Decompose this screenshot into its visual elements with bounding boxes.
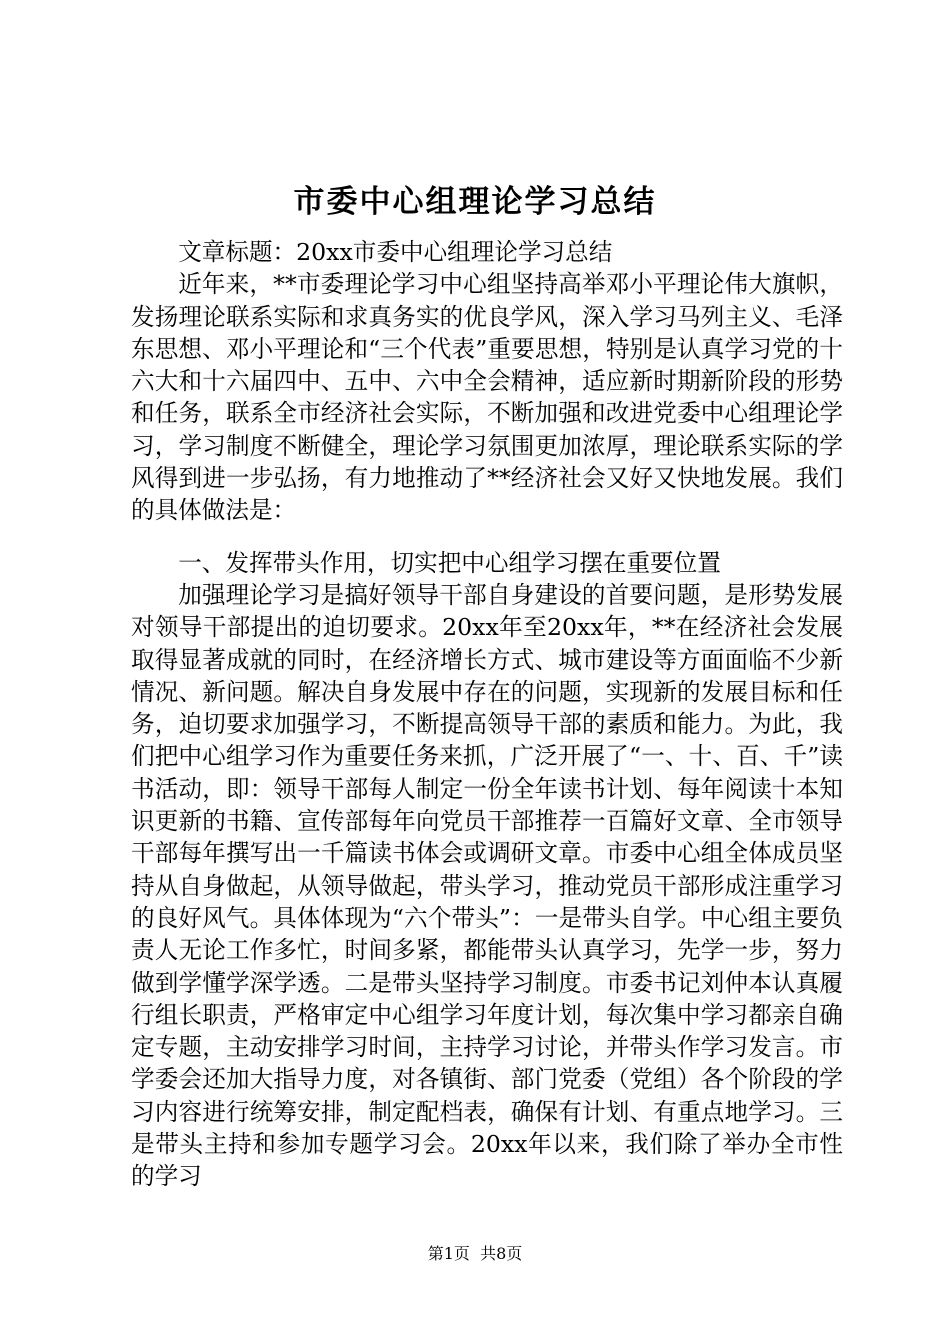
article-title-line: 文章标题：20xx市委中心组理论学习总结: [178, 238, 613, 266]
page-total: 共8页: [480, 1244, 523, 1263]
page-footer: [0, 1244, 950, 1264]
page-number: 第1页: [427, 1244, 470, 1263]
section-heading: 一、发挥带头作用，切实把中心组学习摆在重要位置: [178, 548, 721, 577]
footer-separator: [470, 1244, 480, 1263]
intro-paragraph: 近年来，**市委理论学习中心组坚持高举邓小平理论伟大旗帜，发扬理论联系实际和求真务实的优良学风，深入学习马列主义、毛泽东思想、邓小平理论和“三个代表”重要思想，特别是认真学习党的十六大和十六届四中、五中、六中全会精神，适应新时期新阶段的形势和任务，联系全市经济社会实际，不断加强和改进党委中心组理论学习，学习制度不断健全，理论学习氛围更加浓厚，理论联系实际的学风得到进一步弘扬，有力地推动了**经济社会又好又快地发展。我们的具体做法是：: [131, 270, 843, 525]
document-body: [131, 236, 843, 1193]
document-title: 市委中心组理论学习总结: [293, 184, 657, 220]
section-paragraph: 加强理论学习是搞好领导干部自身建设的首要问题，是形势发展对领导干部提出的迫切要求。20xx年至20xx年，**在经济社会发展取得显著成就的同时，在经济增长方式、城市建设等方面面临不少新情况、新问题。解决自身发展中存在的问题，实现新的发展目标和任务，迫切要求加强学习，不断提高领导干部的素质和能力。为此，我们把中心组学习作为重要任务来抓，广泛开展了“一、十、百、千”读书活动，即：领导干部每人制定一份全年读书计划、每年阅读十本知识更新的书籍、宣传部每年向党员干部推荐一百篇好文章、全市领导干部每年撰写出一千篇读书体会或调研文章。市委中心组全体成员坚持从自身做起，从领导做起，带头学习，推动党员干部形成注重学习的良好风气。具体体现为“六个带头”：一是带头自学。中心组主要负责人无论工作多忙，时间多紧，都能带头认真学习，先学一步，努力做到学懂学深学透。二是带头坚持学习制度。市委书记刘仲本认真履行组长职责，严格审定中心组学习年度计划，每次集中学习都亲自确定专题，主动安排学习时间，主持学习讨论，并带头作学习发言。市学委会还加大指导力度，对各镇街、部门党委（党组）各个阶段的学习内容进行统筹安排，制定配档表，确保有计划、有重点地学习。三是带头主持和参加专题学习会。20xx年以来，我们除了举办全市性的学习: [131, 580, 843, 1191]
